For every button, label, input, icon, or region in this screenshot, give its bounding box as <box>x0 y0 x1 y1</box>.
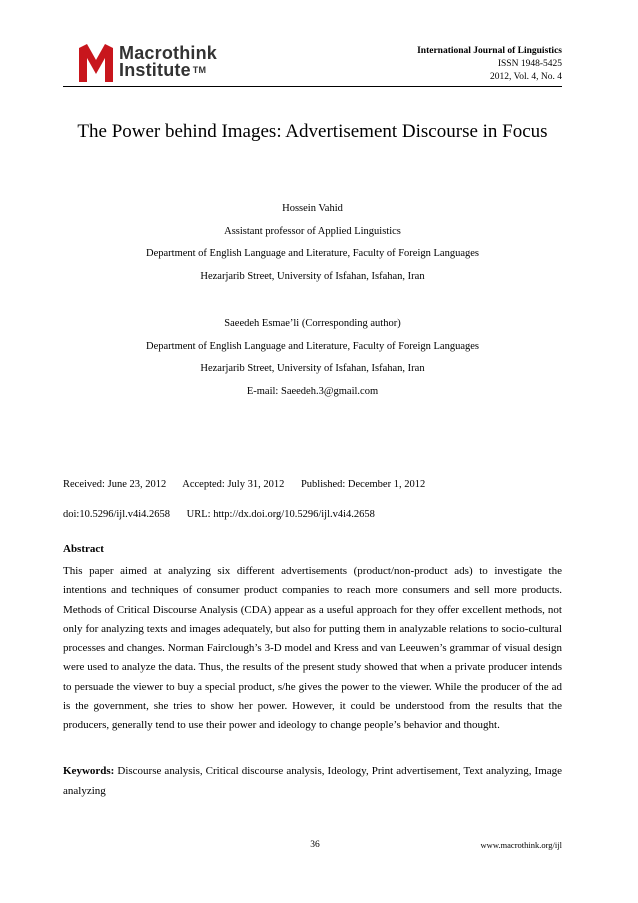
author-department: Department of English Language and Literature, Faculty of Foreign Languages <box>146 340 479 352</box>
accepted-date: Accepted: July 31, 2012 <box>182 479 285 490</box>
author-email: E-mail: Saeedeh.3@gmail.com <box>246 385 379 397</box>
publication-dates <box>63 470 562 530</box>
author-position: Assistant professor of Applied Linguistics <box>224 225 401 237</box>
journal-name: International Journal of Linguistics <box>417 46 562 56</box>
keywords-text: Discourse analysis, Critical discourse analysis, Ideology, Print advertisement, Text analyzing, Image analyzing <box>63 765 562 797</box>
doi-url[interactable]: URL: http://dx.doi.org/10.5296/ijl.v4i4.2658 <box>186 509 375 520</box>
author-address: Hezarjarib Street, University of Isfahan, Isfahan, Iran <box>200 363 425 374</box>
doi: doi:10.5296/ijl.v4i4.2658 <box>63 509 171 520</box>
logo-wordmark <box>119 45 217 79</box>
logo-line-2: Institute <box>119 60 191 80</box>
macrothink-m-icon <box>79 44 113 82</box>
journal-issn: ISSN 1948-5425 <box>497 59 562 69</box>
keywords-label: Keywords: <box>63 765 115 777</box>
author-name: Hossein Vahid <box>282 203 343 214</box>
footer-website[interactable]: www.macrothink.org/ijl <box>480 840 562 850</box>
author-block <box>63 198 562 403</box>
header-rule <box>63 86 562 87</box>
author-name: Saeedeh Esmae’li (Corresponding author) <box>224 318 401 329</box>
paper-title: The Power behind Images: Advertisement Discourse in Focus <box>77 121 548 142</box>
received-date: Received: June 23, 2012 <box>63 479 167 490</box>
page-number: 36 <box>310 840 320 850</box>
publisher-logo <box>79 44 259 84</box>
logo-line-1: Macrothink <box>119 43 218 63</box>
abstract-heading: Abstract <box>63 543 104 555</box>
journal-volume: 2012, Vol. 4, No. 4 <box>490 72 562 82</box>
abstract-text: This paper aimed at analyzing six different advertisements (product/non-product ads) to investigate the intentions and techniques of consumer product companies to reach more consumers and sell more products. Methods of Critical Discourse Analysis (CDA) appear as a useful approach for they offer excellent methods, not only for analyzing texts and images adequately, but also for putting them in analyzable relations to socio-cultural processes and changes. Norman Fairclough’s 3-D model and Kress and van Leeuwen’s grammar of visual design were used to analyze the data. Thus, the results of the present study showed that when a private producer intends to persuade the viewer to buy a special product, s/he gives the power to the viewer. While the producer of the ad is the government, she tries to show her power. However, it could be understood from the results that the producers, generally tend to use their power and ideology to change people’s behavior and thought. <box>63 565 562 732</box>
author-address: Hezarjarib Street, University of Isfahan, Isfahan, Iran <box>200 270 425 282</box>
author-department: Department of English Language and Literature, Faculty of Foreign Languages <box>146 248 479 259</box>
published-date: Published: December 1, 2012 <box>300 479 426 490</box>
logo-trademark: TM <box>192 65 207 75</box>
journal-info <box>417 45 562 84</box>
keywords <box>63 761 562 801</box>
